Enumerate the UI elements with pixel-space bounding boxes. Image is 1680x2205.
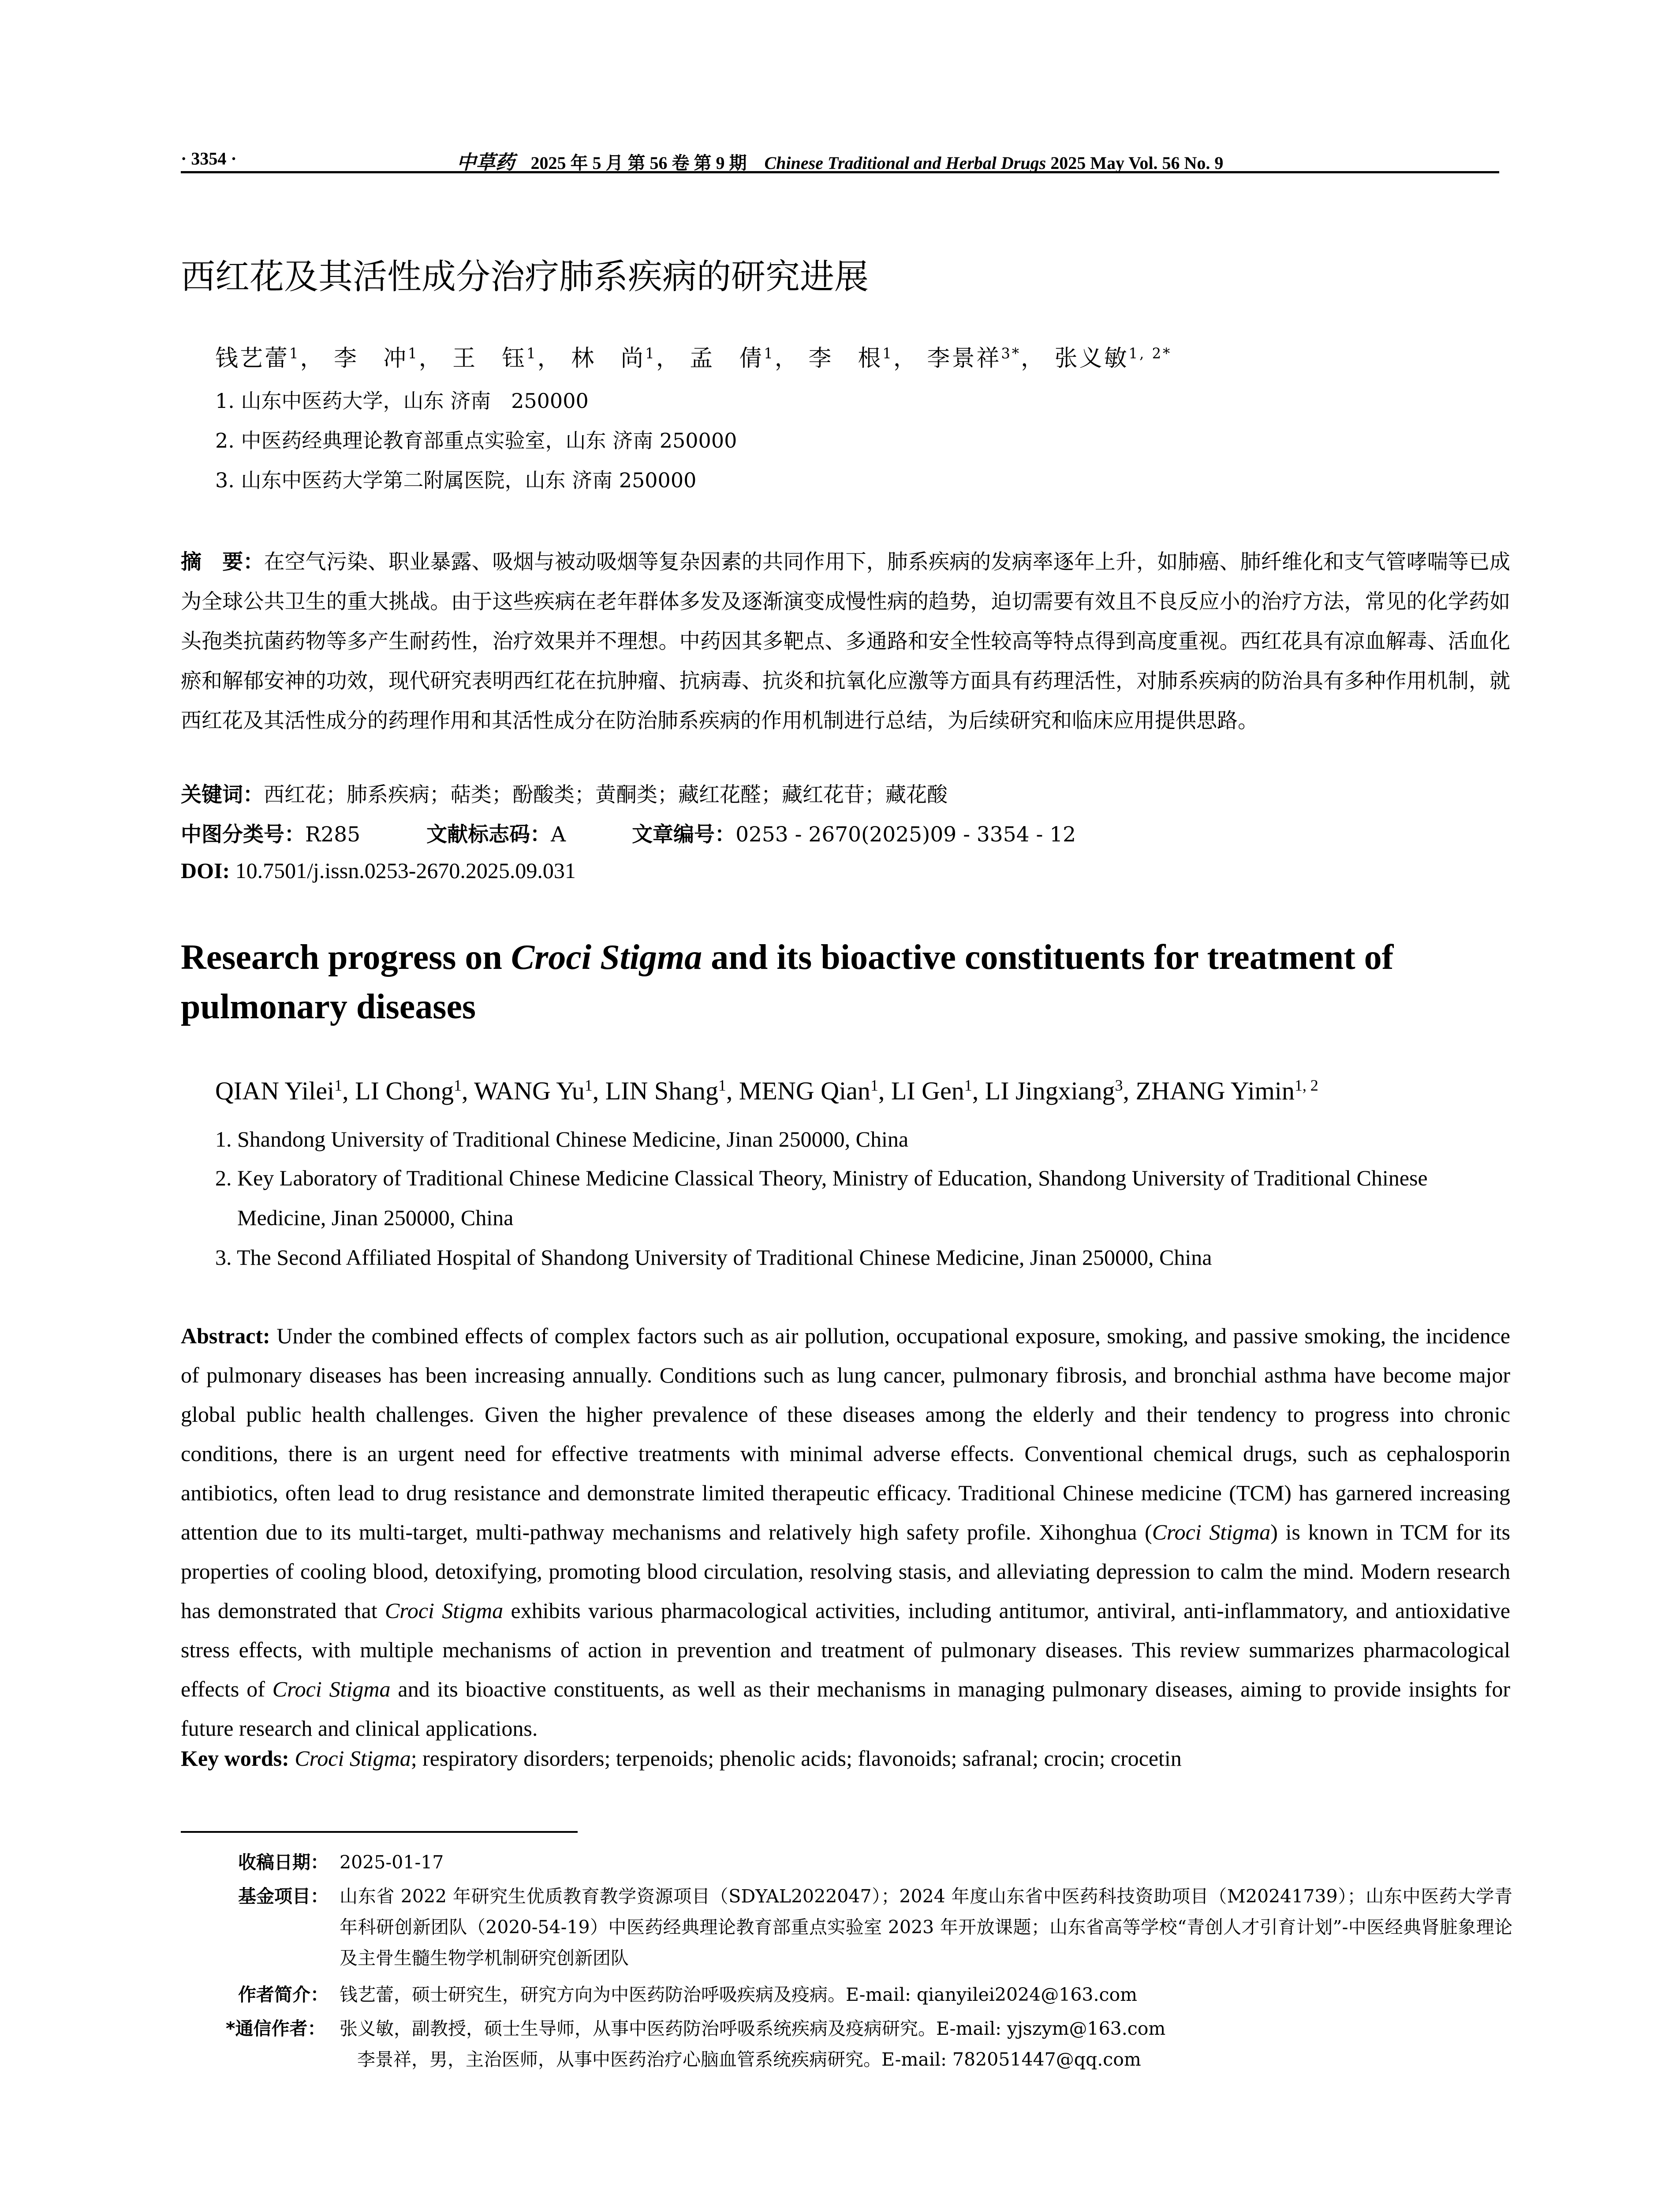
- cn-author: 钱艺蕾: [215, 345, 290, 372]
- cn-author: 李景祥: [927, 345, 1001, 372]
- en-author: MENG Qian: [739, 1076, 870, 1105]
- doi-label: DOI:: [181, 858, 230, 883]
- cn-author-list: 钱艺蕾$^1$， 李 冲$^1$， 王 钰$^1$， 林 尚$^1$， 孟 倩$^1$， 李 根$^1$， 李景祥$^{3*}$， 张义敏$^{1, 2*}$: [215, 345, 1172, 372]
- cn-keywords-label: 关键词：: [181, 783, 264, 807]
- en-author-list: QIAN Yilei$^1$, LI Chong$^1$, WANG Yu$^1$, LIN Shang$^1$, MENG Qian$^1$, LI Gen$^1$, LI Jingxiang$^3$, ZHANG Yimin$^{1, 2}$: [215, 1076, 1318, 1105]
- issue-en: 2025 May Vol. 56 No. 9: [1050, 153, 1224, 173]
- cn-keywords: [181, 778, 948, 808]
- cn-affiliation: 1. 山东中医药大学，山东 济南 250000: [215, 389, 589, 413]
- doi-line: [181, 858, 576, 883]
- en-title: Research progress on Croci Stigma and its bioactive constituents for treatment of pulmonary diseases: [181, 938, 1394, 1026]
- cn-author: 李 根: [808, 345, 883, 372]
- running-header: [181, 140, 1499, 173]
- cn-author: 张义敏: [1054, 345, 1129, 372]
- en-author: ZHANG Yimin: [1135, 1076, 1295, 1105]
- en-author: LIN Shang: [605, 1076, 718, 1105]
- en-author: WANG Yu: [474, 1076, 585, 1105]
- cn-keywords-text: 西红花；肺系疾病；萜类；酚酸类；黄酮类；藏红花醛；藏红花苷；藏花酸: [264, 783, 948, 807]
- article-no-value: 0253 - 2670(2025)09 - 3354 - 12: [735, 822, 1076, 847]
- issue-cn: 2025 年 5 月 第 56 卷 第 9 期: [530, 153, 747, 173]
- page-number: · 3354 ·: [181, 149, 237, 168]
- clc-value: R285: [305, 822, 361, 847]
- en-affiliation: 3. The Second Affiliated Hospital of Shandong University of Traditional Chinese Medicine, Jinan 250000, China: [215, 1245, 1212, 1270]
- cn-abstract: [181, 542, 1510, 741]
- en-keywords-label: Key words:: [181, 1746, 289, 1771]
- cn-affiliation: 3. 山东中医药大学第二附属医院，山东 济南 250000: [215, 468, 697, 492]
- en-author: LI Gen: [891, 1076, 964, 1105]
- doi-value: 10.7501/j.issn.0253-2670.2025.09.031: [235, 858, 576, 883]
- clc-label: 中图分类号：: [181, 822, 305, 847]
- en-title-italic: Croci Stigma: [511, 938, 702, 977]
- cn-author: 林 尚: [571, 345, 646, 372]
- journal-name-cn: 中草药: [456, 151, 515, 174]
- cn-abstract-text: 在空气污染、职业暴露、吸烟与被动吸烟等复杂因素的共同作用下，肺系疾病的发病率逐年上升，如肺癌、肺纤维化和支气管哮喘等已成为全球公共卫生的重大挑战。由于这些疾病在老年群体多发及逐渐演变成慢性病的趋势，迫切需要有效且不良反应小的治疗方法，常见的化学药如头孢类抗菌药物等多产生耐药性，治疗效果并不理想。中药因其多靶点、多通路和安全性较高等特点得到高度重视。西红花具有凉血解毒、活血化瘀和解郁安神的功效，现代研究表明西红花在抗肿瘤、抗病毒、抗炎和抗氧化应激等方面具有药理活性，对肺系疾病的防治具有多种作用机制，就西红花及其活性成分的药理作用和其活性成分在防治肺系疾病的作用机制进行总结，为后续研究和临床应用提供思路。: [181, 550, 1511, 733]
- en-author: QIAN Yilei: [215, 1076, 335, 1105]
- cn-title: 西红花及其活性成分治疗肺系疾病的研究进展: [181, 257, 869, 297]
- cn-abstract-label: 摘 要：: [181, 550, 264, 574]
- en-abstract: Abstract: Under the combined effects of complex factors such as air pollution, occupational exposure, smoking, and passive smoking, the incidence of pulmonary diseases has been increasing annually. Conditions such as lung cancer, pulmonary fibrosis, and bronchial asthma have become major global public health challenges. Given the higher prevalence of these diseases among the elderly and their tendency to progress into chronic conditions, there is an urgent need for effective treatments with minimal adverse effects. Conventional chemical drugs, such as cephalosporin antibiotics, often lead to drug resistance and demonstrate limited therapeutic efficacy. Traditional Chinese medicine (TCM) has garnered increasing attention due to its multi-target, multi-pathway mechanisms and relatively high safety profile. Xihonghua (Croci Stigma) is known in TCM for its properties of cooling blood, detoxifying, promoting blood circulation, resolving stasis, and alleviating depression to calm the mind. Modern research has demonstrated that Croci Stigma exhibits various pharmacological activities, including antitumor, antiviral, anti-inflammatory, and antioxidative stress effects, with multiple mechanisms of action in prevention and treatment of pulmonary diseases. This review summarizes pharmacological effects of Croci Stigma and its bioactive constituents, as well as their mechanisms in managing pulmonary diseases, aiming to provide insights for future research and clinical applications.: [181, 1323, 1510, 1741]
- en-author: LI Chong: [355, 1076, 454, 1105]
- cn-author: 孟 倩: [690, 345, 764, 372]
- en-abstract-label: Abstract:: [181, 1323, 270, 1348]
- en-affiliation: 2. Key Laboratory of Traditional Chinese Medicine Classical Theory, Ministry of Education, Shandong University of Traditional Chinese Medicine, Jinan 250000, China: [215, 1166, 1428, 1230]
- en-affiliation: 1. Shandong University of Traditional Chinese Medicine, Jinan 250000, China: [215, 1127, 909, 1151]
- cn-author: 王 钰: [452, 345, 527, 372]
- journal-info: [181, 146, 1499, 175]
- cn-author: 李 冲: [334, 345, 408, 372]
- journal-name-en: Chinese Traditional and Herbal Drugs: [764, 153, 1046, 173]
- en-author: LI Jingxiang: [985, 1076, 1115, 1105]
- doc-code-value: A: [551, 822, 566, 847]
- footnote-divider: [181, 1831, 578, 1833]
- en-keywords: Key words: Croci Stigma; respiratory disorders; terpenoids; phenolic acids; flavonoids; safranal; crocin; crocetin: [181, 1746, 1182, 1771]
- cn-affiliation: 2. 中医药经典理论教育部重点实验室，山东 济南 250000: [215, 429, 737, 452]
- article-no-label: 文章编号：: [632, 822, 736, 847]
- doc-code-label: 文献标志码：: [426, 822, 551, 847]
- classification-line: [181, 818, 1076, 848]
